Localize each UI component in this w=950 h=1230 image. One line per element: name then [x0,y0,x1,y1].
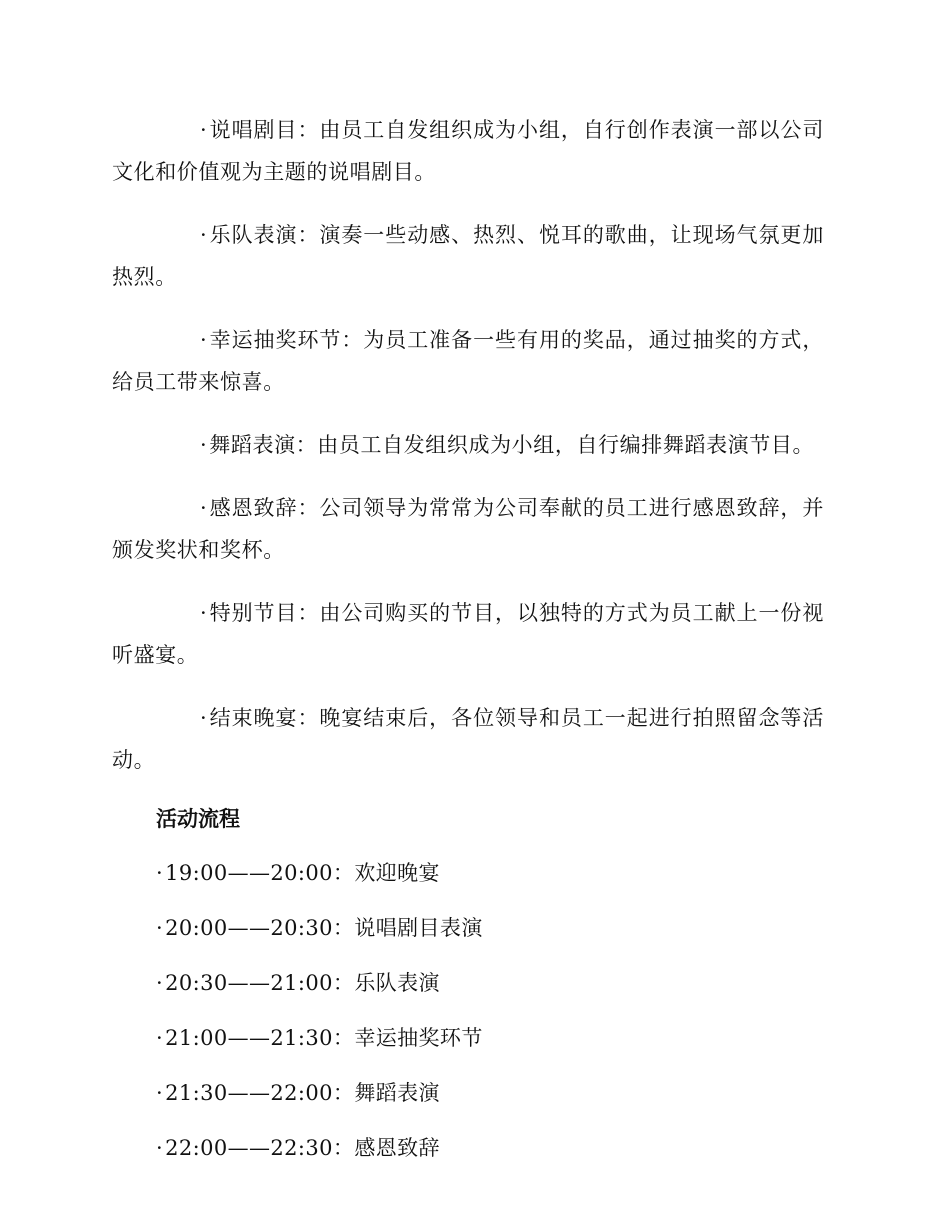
bullet: · [200,496,208,520]
program-item-band [112,214,824,298]
bullet: · [200,328,208,352]
program-item-rap [112,109,824,193]
schedule-text: 21:30——22:00：舞蹈表演 [165,1081,440,1105]
schedule-text: 22:00——22:30：感恩致辞 [165,1136,440,1160]
bullet: · [156,861,164,885]
bullet: · [156,916,164,940]
schedule-list [112,856,824,1166]
schedule-item [112,856,824,891]
bullet: · [200,118,208,142]
schedule-item [112,966,824,1001]
schedule-text: 21:00——21:30：幸运抽奖环节 [165,1026,483,1050]
schedule-item [112,911,824,946]
bullet: · [200,223,208,247]
program-item-special [112,592,824,676]
program-text: 舞蹈表演：由员工自发组织成为小组，自行编排舞蹈表演节目。 [209,433,815,457]
bullet: · [200,601,208,625]
document-body [112,109,824,1186]
program-text: 特别节目：由公司购买的节目，以独特的方式为员工献上一份视听盛宴。 [112,601,824,667]
schedule-item [112,1076,824,1111]
schedule-text: 19:00——20:00：欢迎晚宴 [165,861,440,885]
program-item-dance [112,424,824,466]
program-text: 幸运抽奖环节：为员工准备一些有用的奖品，通过抽奖的方式，给员工带来惊喜。 [112,328,824,394]
program-item-lottery [112,319,824,403]
schedule-text: 20:00——20:30：说唱剧目表演 [165,916,483,940]
program-text: 说唱剧目：由员工自发组织成为小组，自行创作表演一部以公司文化和价值观为主题的说唱剧目。 [112,118,824,184]
program-item-speech [112,487,824,571]
bullet: · [156,1081,164,1105]
bullet: · [200,433,208,457]
schedule-heading: 活动流程 [156,806,240,831]
program-text: 感恩致辞：公司领导为常常为公司奉献的员工进行感恩致辞，并颁发奖状和奖杯。 [112,496,824,562]
program-item-closing [112,697,824,781]
bullet: · [156,1026,164,1050]
bullet: · [156,971,164,995]
schedule-text: 20:30——21:00：乐队表演 [165,971,440,995]
program-text: 结束晚宴：晚宴结束后，各位领导和员工一起进行拍照留念等活动。 [112,706,824,772]
program-text: 乐队表演：演奏一些动感、热烈、悦耳的歌曲，让现场气氛更加热烈。 [112,223,824,289]
schedule-item [112,1131,824,1166]
schedule-item [112,1021,824,1056]
bullet: · [156,1136,164,1160]
bullet: · [200,706,208,730]
